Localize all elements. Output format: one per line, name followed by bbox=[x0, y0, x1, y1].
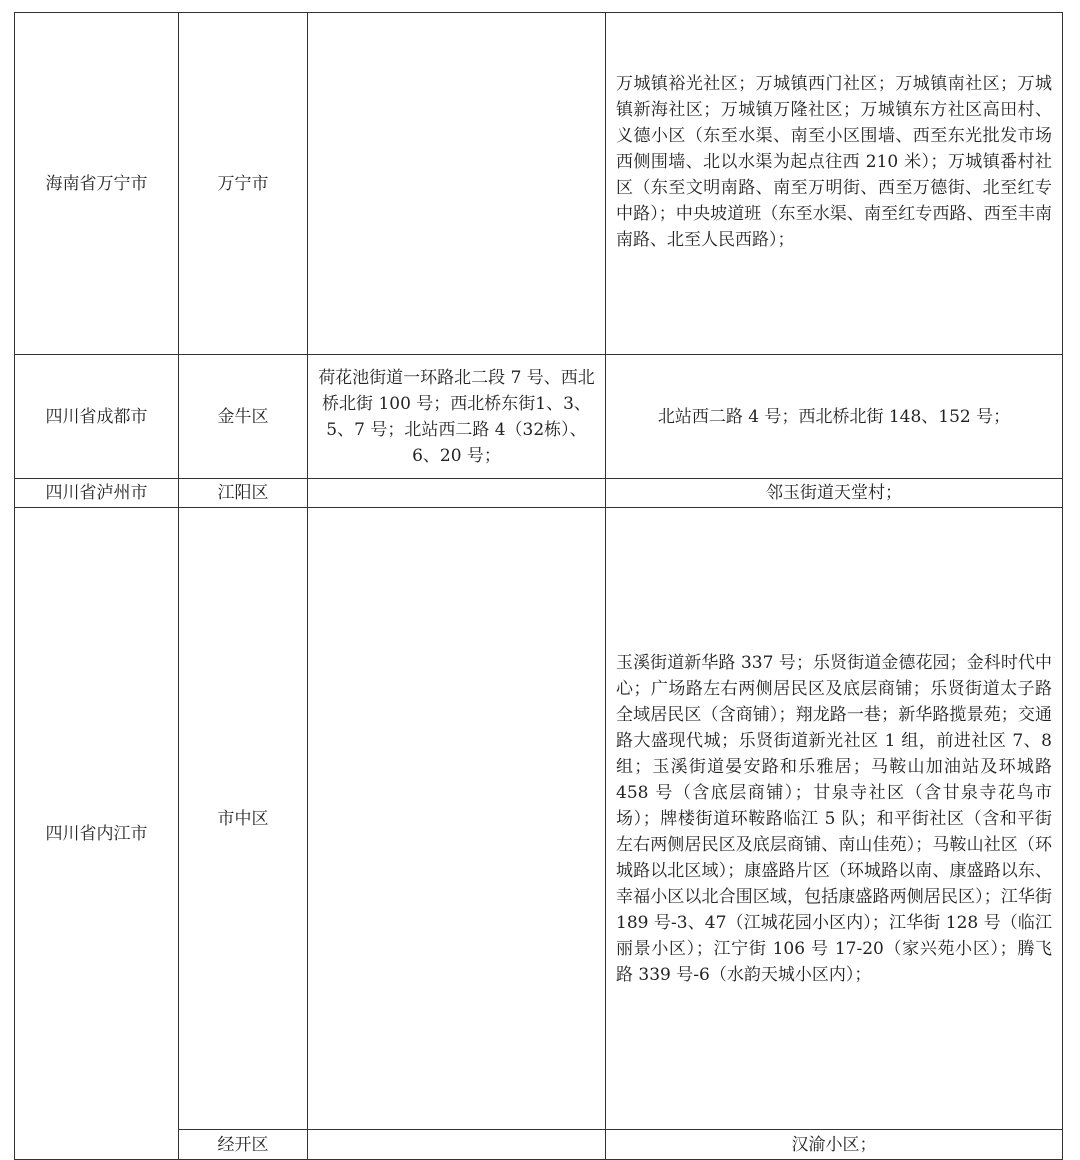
district-cell: 江阳区 bbox=[179, 479, 308, 508]
risk-area-table bbox=[14, 12, 1063, 1160]
high-risk-cell bbox=[308, 13, 606, 355]
city-cell: 四川省内江市 bbox=[15, 508, 179, 1160]
table-row bbox=[15, 13, 1063, 355]
city-cell: 四川省成都市 bbox=[15, 355, 179, 479]
high-risk-cell bbox=[308, 508, 606, 1130]
district-cell: 金牛区 bbox=[179, 355, 308, 479]
high-risk-cell: 荷花池街道一环路北二段 7 号、西北桥北街 100 号；西北桥东街1、3、5、7 号；北站西二路 4（32栋）、6、20 号； bbox=[308, 355, 606, 479]
district-cell: 市中区 bbox=[179, 508, 308, 1130]
mid-risk-cell: 万城镇裕光社区；万城镇西门社区；万城镇南社区；万城镇新海社区；万城镇万隆社区；万城镇东方社区高田村、义德小区（东至水渠、南至小区围墙、西至东光批发市场西侧围墙、北以水渠为起点往西 210 米）；万城镇番村社区（东至文明南路、南至万明街、西至万德街、北至红专中路）；中央坡道班（东至水渠、南至红专西路、西至丰南南路、北至人民西路）； bbox=[606, 13, 1063, 355]
high-risk-cell bbox=[308, 1130, 606, 1160]
mid-risk-cell: 北站西二路 4 号；西北桥北街 148、152 号； bbox=[606, 355, 1063, 479]
city-cell: 海南省万宁市 bbox=[15, 13, 179, 355]
mid-risk-cell: 玉溪街道新华路 337 号；乐贤街道金德花园；金科时代中心；广场路左右两侧居民区及底层商铺；乐贤街道太子路全域居民区（含商铺）；翔龙路一巷；新华路揽景苑；交通路大盛现代城；乐贤街道新光社区 1 组，前进社区 7、8 组；玉溪街道晏安路和乐雅居；马鞍山加油站及环城路 458 号（含底层商铺）；甘泉寺社区（含甘泉寺花鸟市场）；牌楼街道环鞍路临江 5 队；和平街社区（含和平街左右两侧居民区及底层商铺、南山佳苑）；马鞍山社区（环城路以北区域）；康盛路片区（环城路以南、康盛路以东、幸福小区以北合围区域，包括康盛路两侧居民区）；江华街 189 号-3、47（江城花园小区内）；江华街 128 号（临江丽景小区）；江宁街 106 号 17-20（家兴苑小区）；腾飞路 339 号-6（水韵天城小区内）； bbox=[606, 508, 1063, 1130]
district-cell: 万宁市 bbox=[179, 13, 308, 355]
city-cell: 四川省泸州市 bbox=[15, 479, 179, 508]
table-row bbox=[15, 355, 1063, 479]
mid-risk-cell: 汉渝小区； bbox=[606, 1130, 1063, 1160]
mid-risk-cell: 邻玉街道天堂村； bbox=[606, 479, 1063, 508]
table-row bbox=[15, 508, 1063, 1130]
high-risk-cell bbox=[308, 479, 606, 508]
table-row bbox=[15, 479, 1063, 508]
district-cell: 经开区 bbox=[179, 1130, 308, 1160]
